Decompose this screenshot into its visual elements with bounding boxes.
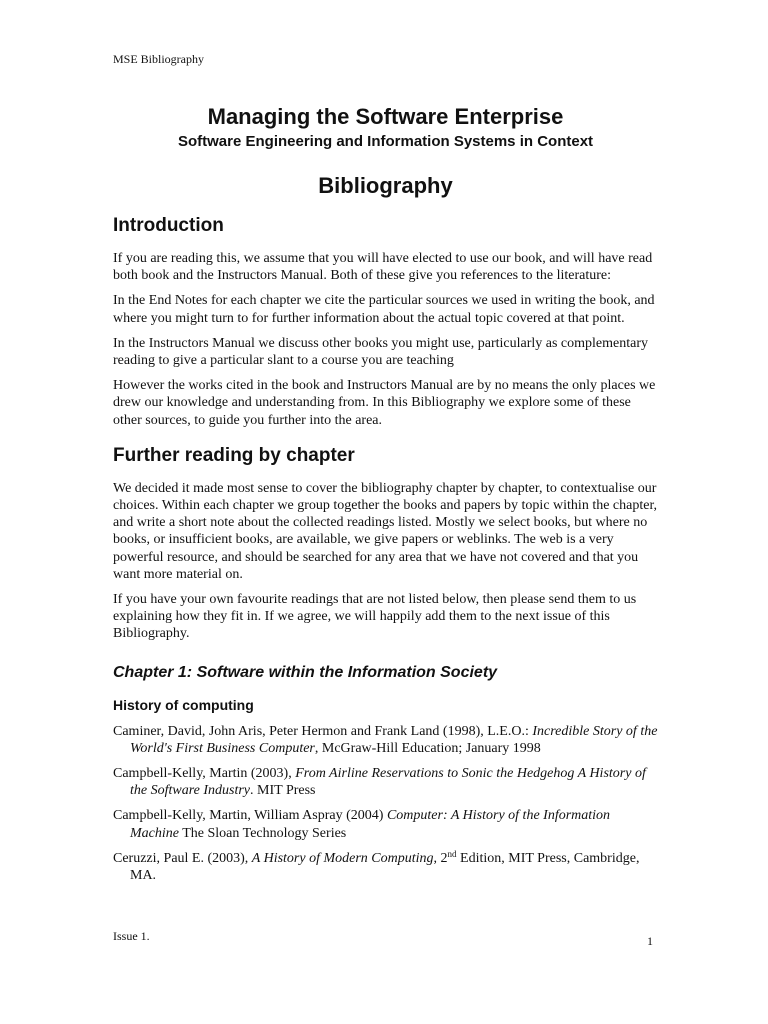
reference-authors: Campbell-Kelly, Martin, William Aspray (2004) [113, 808, 387, 824]
reference-entry [113, 723, 658, 757]
reference-edition-superscript: nd [447, 848, 457, 859]
chapter-1-heading: Chapter 1: Software within the Information Society [113, 663, 498, 681]
reference-title: Computer: A History of the Information Machine [130, 808, 611, 841]
reference-entry [113, 807, 658, 841]
introduction-heading: Introduction [113, 215, 224, 236]
page-number: 1 [647, 934, 653, 948]
running-header: MSE Bibliography [113, 52, 205, 66]
intro-paragraph: If you are reading this, we assume that you will have elected to use our book, and will have read both book and the Instructors Manual. Both of these give you references to the literature: [113, 251, 653, 284]
bibliography-heading: Bibliography [318, 173, 453, 198]
reference-authors: Ceruzzi, Paul E. (2003), [113, 850, 252, 866]
reference-title: From Airline Reservations to Sonic the Hedgehog A History of the Software Industry [130, 766, 646, 799]
reference-edition: , 2 [433, 850, 448, 866]
intro-paragraph: However the works cited in the book and Instructors Manual are by no means the only places we drew our knowledge and understanding from. In this Bibliography we explore some of these other sources, to guide you further into the area. [113, 378, 656, 428]
reference-publisher: , McGraw-Hill Education; January 1998 [314, 740, 541, 756]
reference-title: A History of Modern Computing [251, 850, 434, 866]
reference-entry [113, 765, 658, 799]
reference-publisher: . MIT Press [250, 783, 316, 799]
further-reading-heading: Further reading by chapter [113, 444, 355, 466]
page-content [113, 104, 658, 892]
document-title: Managing the Software Enterprise [207, 104, 564, 129]
reference-publisher: The Sloan Technology Series [178, 825, 347, 841]
topic-heading-history-of-computing: History of computing [113, 696, 254, 713]
document-subtitle: Software Engineering and Information Systems in Context [177, 133, 594, 150]
intro-paragraph: In the End Notes for each chapter we cite the particular sources we used in writing the book, and where you might turn to for further information about the actual topic covered at that point. [113, 293, 655, 326]
reference-entry [113, 850, 658, 884]
further-reading-paragraph: We decided it made most sense to cover the bibliography chapter by chapter, to contextualise our choices. Within each chapter we group together the books and papers by topic within the chapter, and write a short note about the collected readings listed. Mostly we select books, but where no books, or insufficient books, are available, we give papers or weblinks. The web is a very powerful resource, and should be searched for any area that we have not covered and that you want more material on. [113, 480, 658, 582]
reference-title: Incredible Story of the World's First Business Computer [130, 723, 658, 756]
intro-paragraph: In the Instructors Manual we discuss other books you might use, particularly as complementary reading to give a particular slant to a course you are teaching [113, 335, 648, 369]
further-reading-paragraph: If you have your own favourite readings that are not listed below, then please send them to us explaining how they fit in. If we agree, we will happily add them to the next issue of this Bibliography. [113, 592, 637, 642]
reference-authors: Caminer, David, John Aris, Peter Hermon and Frank Land (1998), L.E.O.: [113, 723, 533, 739]
reference-authors: Campbell-Kelly, Martin (2003), [113, 766, 296, 782]
reference-publisher: Edition, MIT Press, Cambridge, MA. [130, 850, 640, 884]
footer-issue: Issue 1. [113, 929, 150, 943]
